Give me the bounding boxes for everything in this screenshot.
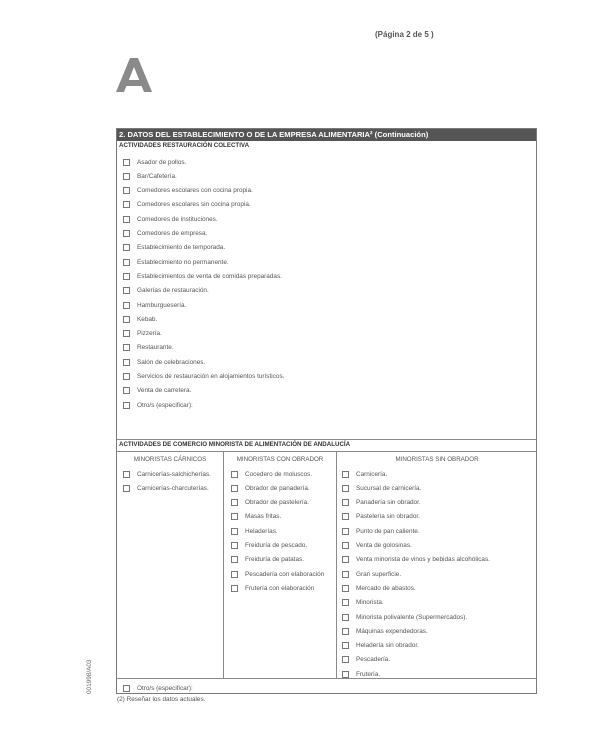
checkbox-row[interactable] [342,598,384,608]
checkbox[interactable] [123,302,130,309]
checkbox[interactable] [231,499,238,506]
divider [117,451,536,452]
checkbox-label: Venta minorista de vinos y bebidas alcohólicas. [356,556,490,564]
checkbox-row[interactable] [123,314,157,324]
checkbox-row[interactable] [231,583,314,593]
checkbox-label: Pizzería. [137,330,162,338]
checkbox[interactable] [342,671,349,678]
checkbox-row[interactable] [342,612,467,622]
footnote: (2) Reseñar los datos actuales. [117,696,206,703]
checkbox-row[interactable] [123,157,186,167]
checkbox-row[interactable] [342,583,416,593]
checkbox[interactable] [342,471,349,478]
checkbox[interactable] [342,656,349,663]
checkbox[interactable] [123,230,130,237]
checkbox-label: Venta de carretera. [137,387,192,395]
comercio-title: ACTIVIDADES DE COMERCIO MINORISTA DE ALIMENTACIÓN DE ANDALUCÍA [119,441,351,448]
checkbox-label: Minorista polivalente (Supermercados). [356,613,468,621]
checkbox[interactable] [342,485,349,492]
checkbox-label: Salón de celebraciones. [137,358,206,366]
checkbox-label: Pastelería sin obrador. [356,513,420,521]
checkbox-row[interactable] [123,483,209,493]
checkbox-row[interactable] [231,526,278,536]
checkbox-label: Carnicerías-charcuterías. [137,484,209,492]
checkbox-label: Obrador de panadería. [245,484,310,492]
checkbox-row[interactable] [123,386,191,396]
divider [117,678,536,679]
checkbox-label: Asador de pollos. [137,158,187,166]
checkbox[interactable] [231,528,238,535]
checkbox-row[interactable] [231,555,304,565]
checkbox-row[interactable] [231,498,309,508]
checkbox[interactable] [342,628,349,635]
checkbox[interactable] [123,159,130,166]
checkbox-row[interactable] [231,469,312,479]
checkbox-label: Establecimiento no permanente. [137,258,229,266]
checkbox[interactable] [123,187,130,194]
checkbox-label: Galerías de restauración. [137,287,209,295]
checkbox-row[interactable] [342,498,421,508]
checkbox-label: Establecimientos de venta de comidas preparadas. [137,272,282,280]
checkbox-label: Freiduría de pescado. [245,542,308,549]
checkbox-row[interactable] [231,569,324,579]
checkbox-row[interactable] [123,469,211,479]
checkbox-row[interactable] [342,526,420,536]
checkbox-row[interactable] [123,200,251,210]
col-con-obrador-title: MINORISTAS CON OBRADOR [236,456,324,463]
checkbox-label: Carnicerías-salchicherías. [137,470,211,478]
checkbox-label: Freiduría de patatas. [245,556,304,564]
checkbox-row[interactable] [123,372,284,382]
checkbox-row[interactable] [342,655,390,665]
checkbox[interactable] [342,614,349,621]
checkbox-row[interactable] [342,469,387,479]
checkbox[interactable] [123,685,130,692]
checkbox-row[interactable] [342,626,428,636]
checkbox[interactable] [123,201,130,208]
checkbox-row[interactable] [342,641,419,651]
checkbox-row[interactable] [123,300,186,310]
checkbox-label: Comedores de empresa. [137,230,208,237]
col-sin-obrador-title: MINORISTAS SIN OBRADOR [395,456,479,463]
checkbox-label: Establecimiento de temporada. [137,244,226,252]
checkbox[interactable] [342,513,349,520]
checkbox-label: Masas fritas. [245,513,282,521]
checkbox-label: Comedores escolares sin cocina propia. [137,201,251,209]
checkbox[interactable] [342,642,349,649]
checkbox[interactable] [123,244,130,251]
page-number: (Página 2 de 5 ) [375,30,434,39]
checkbox-row[interactable] [123,400,193,410]
checkbox-label: Servicios de restauración en alojamientos turísticos. [137,373,285,380]
section-title: 2. DATOS DEL ESTABLECIMIENTO O DE LA EMPRESA ALIMENTARIA² (Continuación) [117,129,536,141]
checkbox-row[interactable] [123,343,174,353]
checkbox[interactable] [231,542,238,549]
checkbox[interactable] [342,528,349,535]
checkbox-row[interactable] [123,357,205,367]
col-carnicos-title: MINORISTAS CÁRNICOS [133,456,207,463]
checkbox-label: Pescadería con elaboración [245,570,325,578]
checkbox-label: Máquinas expendedoras. [356,627,428,635]
checkbox-row[interactable] [342,555,490,565]
checkbox[interactable] [123,344,130,351]
checkbox[interactable] [123,402,130,409]
checkbox[interactable] [231,471,238,478]
checkbox-label: Kebab. [137,315,158,323]
checkbox[interactable] [123,485,130,492]
checkbox-label: Restaurante. [137,344,174,352]
checkbox-row[interactable] [123,171,177,181]
checkbox[interactable] [123,359,130,366]
checkbox-row[interactable] [342,512,420,522]
checkbox[interactable] [123,173,130,180]
checkbox-row[interactable] [123,257,229,267]
checkbox-label: Mercado de abastos. [356,584,416,592]
checkbox-label: Gran superficie. [356,570,402,578]
checkbox-label: Panadería sin obrador. [356,499,421,507]
establishment-form [116,128,537,694]
checkbox-row[interactable] [231,541,307,551]
checkbox-label: Venta de golosinas. [356,542,412,549]
checkbox-label: Comedores escolares con cocina propia. [137,187,253,195]
checkbox[interactable] [342,499,349,506]
checkbox[interactable] [123,273,130,280]
checkbox-label: Otro/s (especificar): [137,401,193,409]
column-divider [223,451,224,678]
checkbox-row[interactable] [123,214,218,224]
checkbox[interactable] [123,316,130,323]
checkbox[interactable] [231,571,238,578]
checkbox-label: Punto de pan caliente. [356,527,420,535]
checkbox[interactable] [342,542,349,549]
checkbox[interactable] [123,287,130,294]
checkbox[interactable] [123,330,130,337]
junta-logo [116,58,152,97]
checkbox-label: Obrador de pastelería. [245,499,309,507]
checkbox-label: Frutería. [356,670,381,678]
checkbox-row[interactable] [123,271,282,281]
checkbox-label: Pescadería. [356,656,391,664]
checkbox[interactable] [231,585,238,592]
column-divider [336,451,337,678]
form-code: 001998/A03 [86,659,93,694]
checkbox-label: Hamburguesería. [137,301,187,309]
checkbox-label: Carnicería. [356,470,388,478]
checkbox-label: Frutería con elaboración [245,584,315,592]
checkbox[interactable] [123,471,130,478]
checkbox-label: Cocedero de moluscos. [245,470,313,478]
checkbox-row[interactable] [123,329,162,339]
checkbox-label: Sucursal de carnicería. [356,484,422,492]
checkbox[interactable] [123,387,130,394]
checkbox-label: Comedores de instituciones. [137,215,218,223]
checkbox[interactable] [231,485,238,492]
checkbox[interactable] [123,373,130,380]
checkbox-label: Minorista. [356,599,384,607]
checkbox-label: Bar/Cafetería. [137,172,177,180]
checkbox[interactable] [123,216,130,223]
checkbox-row[interactable] [123,286,209,296]
checkbox[interactable] [123,259,130,266]
restauracion-title: ACTIVIDADES RESTAURACIÓN COLECTIVA [119,142,250,149]
checkbox[interactable] [231,513,238,520]
comercio-other-row[interactable] [123,683,193,693]
comercio-other-label: Otro/s (especificar): [137,684,193,692]
checkbox[interactable] [342,585,349,592]
checkbox-row[interactable] [342,483,421,493]
checkbox-row[interactable] [231,512,281,522]
checkbox[interactable] [342,571,349,578]
checkbox-label: Heladería sin obrador. [356,642,419,650]
checkbox-row[interactable] [342,569,401,579]
checkbox[interactable] [342,556,349,563]
checkbox-row[interactable] [123,243,225,253]
checkbox[interactable] [231,556,238,563]
checkbox[interactable] [342,599,349,606]
checkbox-row[interactable] [231,483,310,493]
checkbox-row[interactable] [342,541,412,551]
checkbox-row[interactable] [123,229,207,239]
checkbox-label: Heladerías. [245,527,278,535]
checkbox-row[interactable] [123,186,253,196]
